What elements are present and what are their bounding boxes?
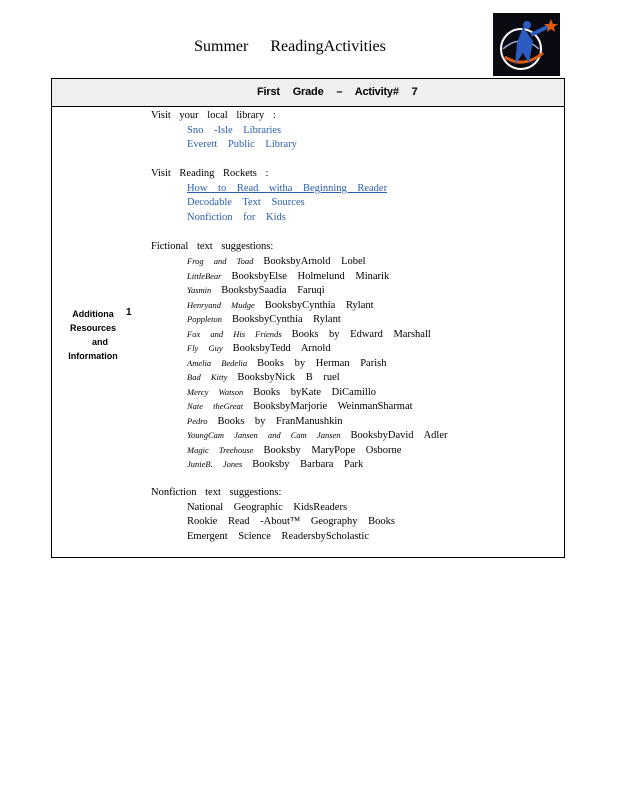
book-title: Poppleton: [187, 314, 222, 324]
book-title: LittleBear: [187, 270, 222, 281]
list-item: [151, 370, 561, 385]
list-item: [151, 283, 561, 298]
list-item[interactable]: [151, 182, 561, 197]
book-title: Yasmin: [187, 285, 212, 295]
list-item[interactable]: [151, 124, 561, 139]
list-item: [151, 501, 561, 516]
book-author: BooksbyCynthia Rylant: [264, 299, 374, 311]
side-label-line: Resources: [69, 323, 117, 333]
nonfiction-title: Rookie Read -About™ Geography Books: [187, 516, 395, 527]
nonfiction-title: Emergent Science ReadersbyScholastic: [187, 530, 370, 542]
book-author: BooksbyMarjorie WeinmanSharmat: [253, 401, 413, 412]
book-title: Nate theGreat: [187, 401, 244, 411]
list-item[interactable]: [151, 196, 561, 211]
list-item: [151, 530, 561, 545]
book-title: Henryand Mudge: [187, 299, 255, 310]
side-label-line: Additiona: [72, 309, 114, 319]
list-item[interactable]: [151, 138, 561, 153]
book-author: BooksbyCynthia Rylant: [231, 314, 341, 325]
table-header: [52, 79, 564, 107]
book-title: Mercy Watson: [187, 386, 244, 397]
document-title: Summer ReadingActivities: [194, 38, 386, 55]
list-item[interactable]: [151, 211, 561, 226]
side-label-line: Information: [68, 351, 118, 361]
book-title: Bad Kitty: [187, 372, 228, 382]
book-author: BooksbyNick B ruel: [237, 372, 340, 383]
book-author: BooksbyDavid Adler: [350, 430, 448, 441]
school-logo: [493, 13, 560, 76]
book-author: Books by Herman Parish: [257, 357, 387, 369]
side-label-line: and: [91, 337, 108, 347]
everett-library-link[interactable]: Everett Public Library: [187, 139, 297, 150]
decodable-text-link[interactable]: Decodable Text Sources: [187, 197, 305, 208]
list-item: [151, 341, 561, 356]
book-title: Pedro: [187, 415, 208, 426]
list-item: [151, 443, 561, 458]
list-item: [151, 327, 561, 342]
list-item: [151, 254, 561, 269]
list-item: [151, 269, 561, 284]
book-title: Amelia Bedelia: [187, 357, 248, 368]
book-title: Frog and Toad: [187, 256, 254, 266]
book-title: YoungCam Jansen and Cam Jansen: [187, 430, 341, 440]
section-heading: Visit Reading Rockets :: [151, 168, 269, 179]
section-heading: Nonfiction text suggestions:: [151, 487, 282, 498]
list-item: [151, 515, 561, 530]
fiction-section: [151, 240, 561, 472]
list-item: [151, 356, 561, 371]
book-author: Books byKate DiCamillo: [253, 386, 376, 398]
sno-isle-link[interactable]: Sno -Isle Libraries: [187, 124, 282, 136]
list-item: [151, 399, 561, 414]
book-author: Booksby Barbara Park: [252, 459, 364, 470]
rockets-section: [151, 167, 561, 225]
activity-header-text: First Grade – Activity# 7: [257, 86, 418, 98]
book-author: BooksbyArnold Lobel: [263, 256, 366, 267]
book-author: Booksby MaryPope Osborne: [263, 444, 402, 456]
book-title: Magic Treehouse: [187, 444, 254, 455]
side-label: [58, 307, 128, 363]
fiction-list: [151, 254, 561, 472]
nonfiction-section: [151, 486, 561, 544]
library-section: [151, 109, 561, 153]
side-number: 1: [126, 307, 132, 318]
nonfiction-title: National Geographic KidsReaders: [187, 501, 348, 513]
book-author: BooksbyElse Holmelund Minarik: [231, 270, 390, 282]
activity-table: [51, 78, 565, 558]
list-item: [151, 298, 561, 313]
book-title: JunieB. Jones: [187, 459, 243, 469]
how-to-read-link[interactable]: How to Read witha Beginning Reader: [187, 182, 388, 194]
section-heading: Fictional text suggestions:: [151, 240, 274, 252]
list-item: [151, 428, 561, 443]
list-item: [151, 414, 561, 429]
book-title: Fly Guy: [187, 343, 223, 353]
nonfiction-kids-link[interactable]: Nonfiction for Kids: [187, 211, 286, 223]
book-author: Books by Edward Marshall: [291, 328, 431, 340]
book-author: BooksbySaadia Faruqi: [221, 285, 325, 296]
resources-content: [151, 109, 561, 544]
book-author: BooksbyTedd Arnold: [232, 343, 331, 354]
book-author: Books by FranManushkin: [217, 415, 343, 427]
section-heading: Visit your local library :: [151, 110, 276, 121]
book-title: Fox and His Friends: [187, 328, 282, 339]
list-item: [151, 457, 561, 472]
list-item: [151, 385, 561, 400]
list-item: [151, 312, 561, 327]
